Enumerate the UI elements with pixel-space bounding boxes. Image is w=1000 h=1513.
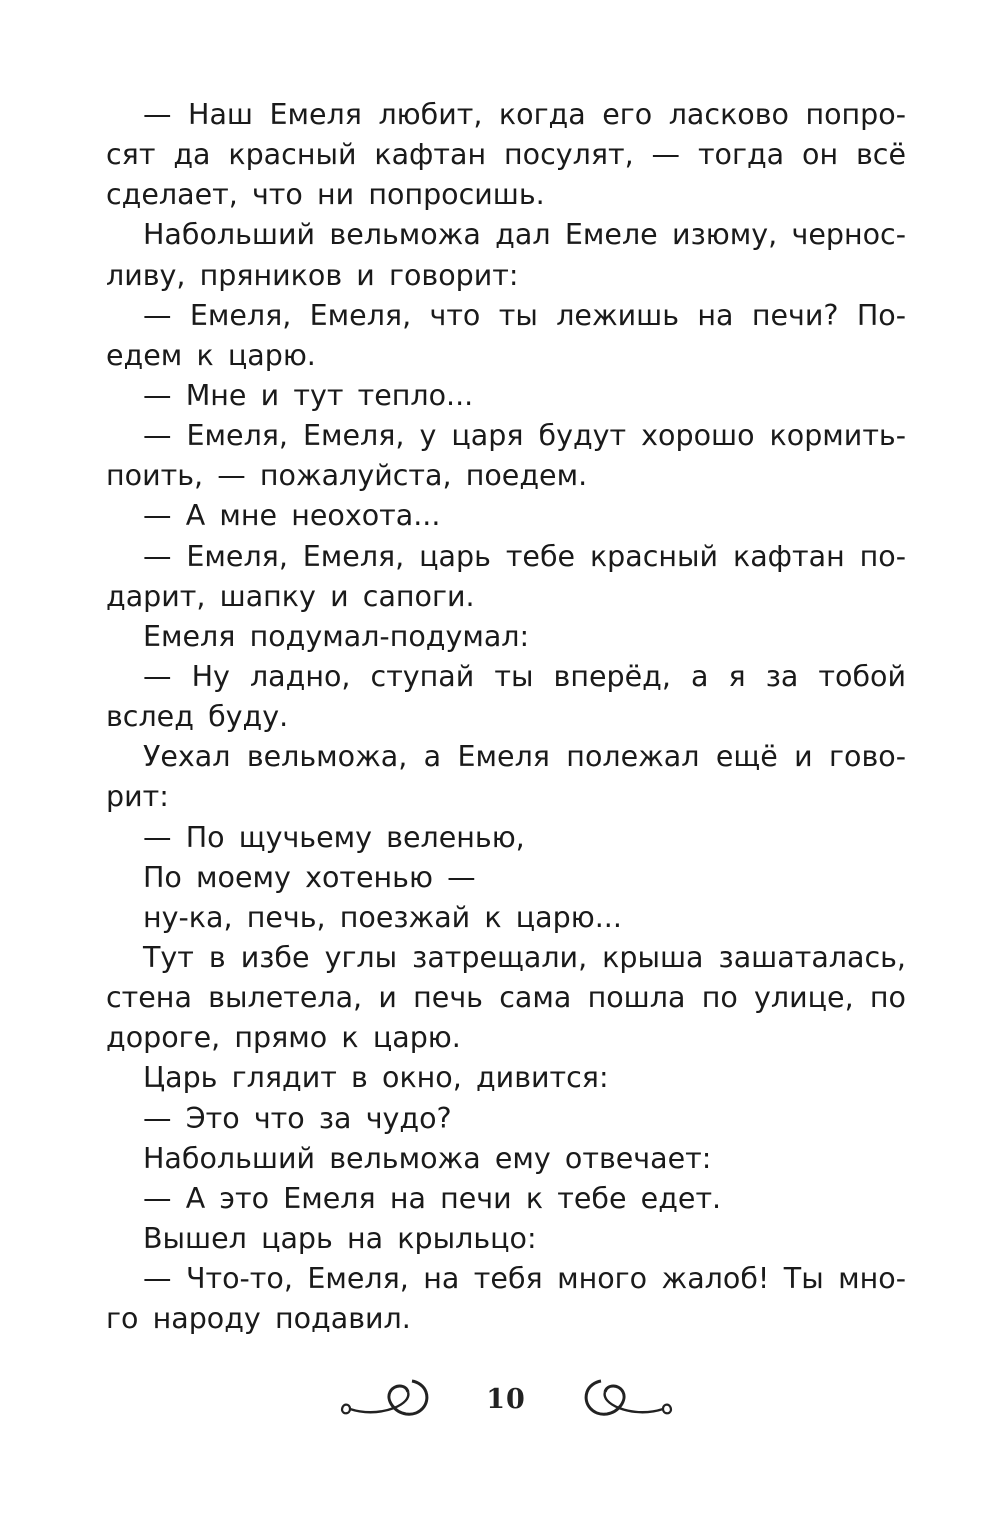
text-line: — Мне и тут тепло... [143, 378, 474, 412]
text-line: поить, — пожалуйста, поедем. [106, 459, 588, 493]
text-line: Вышел царь на крыльцо: [143, 1221, 537, 1255]
text-line: — А это Емеля на печи к тебе едет. [143, 1181, 722, 1215]
page-number: 10 [486, 1384, 526, 1415]
flourish-right-icon [580, 1378, 675, 1422]
text-line: — Емеля, Емеля, царь тебе красный кафтан по- [143, 539, 906, 573]
text-line: дороге, прямо к царю. [106, 1021, 461, 1055]
text-line: сят да красный кафтан посулят, — тогда он всё [106, 138, 906, 172]
text-line: — Это что за чудо? [143, 1101, 452, 1135]
text-line: Царь глядит в окно, дивится: [143, 1061, 609, 1095]
text-line: го народу подавил. [106, 1302, 411, 1336]
page-footer [0, 1370, 1000, 1430]
text-line: Набольший вельможа дал Емеле изюму, чернос- [143, 218, 906, 252]
body-text [106, 95, 906, 1339]
text-line: Уехал вельможа, а Емеля полежал ещё и гово- [143, 740, 906, 774]
text-line: — Ну ладно, ступай ты вперёд, а я за тобой [143, 659, 906, 693]
text-line: дарит, шапку и сапоги. [106, 579, 475, 613]
text-line: Набольший вельможа ему отвечает: [143, 1141, 712, 1175]
text-line: — Наш Емеля любит, когда его ласково попро- [143, 98, 906, 131]
text-line: ну-ка, печь, поезжай к царю... [143, 900, 622, 934]
text-line: — Что-то, Емеля, на тебя много жалоб! Ты мно- [143, 1262, 906, 1296]
text-line: — По щучьему веленью, [143, 820, 525, 854]
text-line: едем к царю. [106, 338, 316, 372]
text-line: — Емеля, Емеля, что ты лежишь на печи? По- [143, 298, 906, 332]
text-line: рит: [106, 780, 169, 814]
text-line: — Емеля, Емеля, у царя будут хорошо кормить- [143, 419, 906, 453]
text-line: Емеля подумал-подумал: [143, 619, 530, 653]
text-line: сделает, что ни попросишь. [106, 178, 545, 212]
text-line: вслед буду. [106, 700, 289, 734]
text-line: По моему хотенью — [143, 860, 476, 894]
text-line: Тут в избе углы затрещали, крыша зашаталась, [143, 940, 906, 974]
flourish-left-icon [338, 1378, 433, 1422]
text-line: стена вылетела, и печь сама пошла по улице, по [106, 981, 906, 1015]
text-line: — А мне неохота... [143, 499, 441, 533]
text-line: ливу, пряников и говорит: [106, 258, 519, 292]
